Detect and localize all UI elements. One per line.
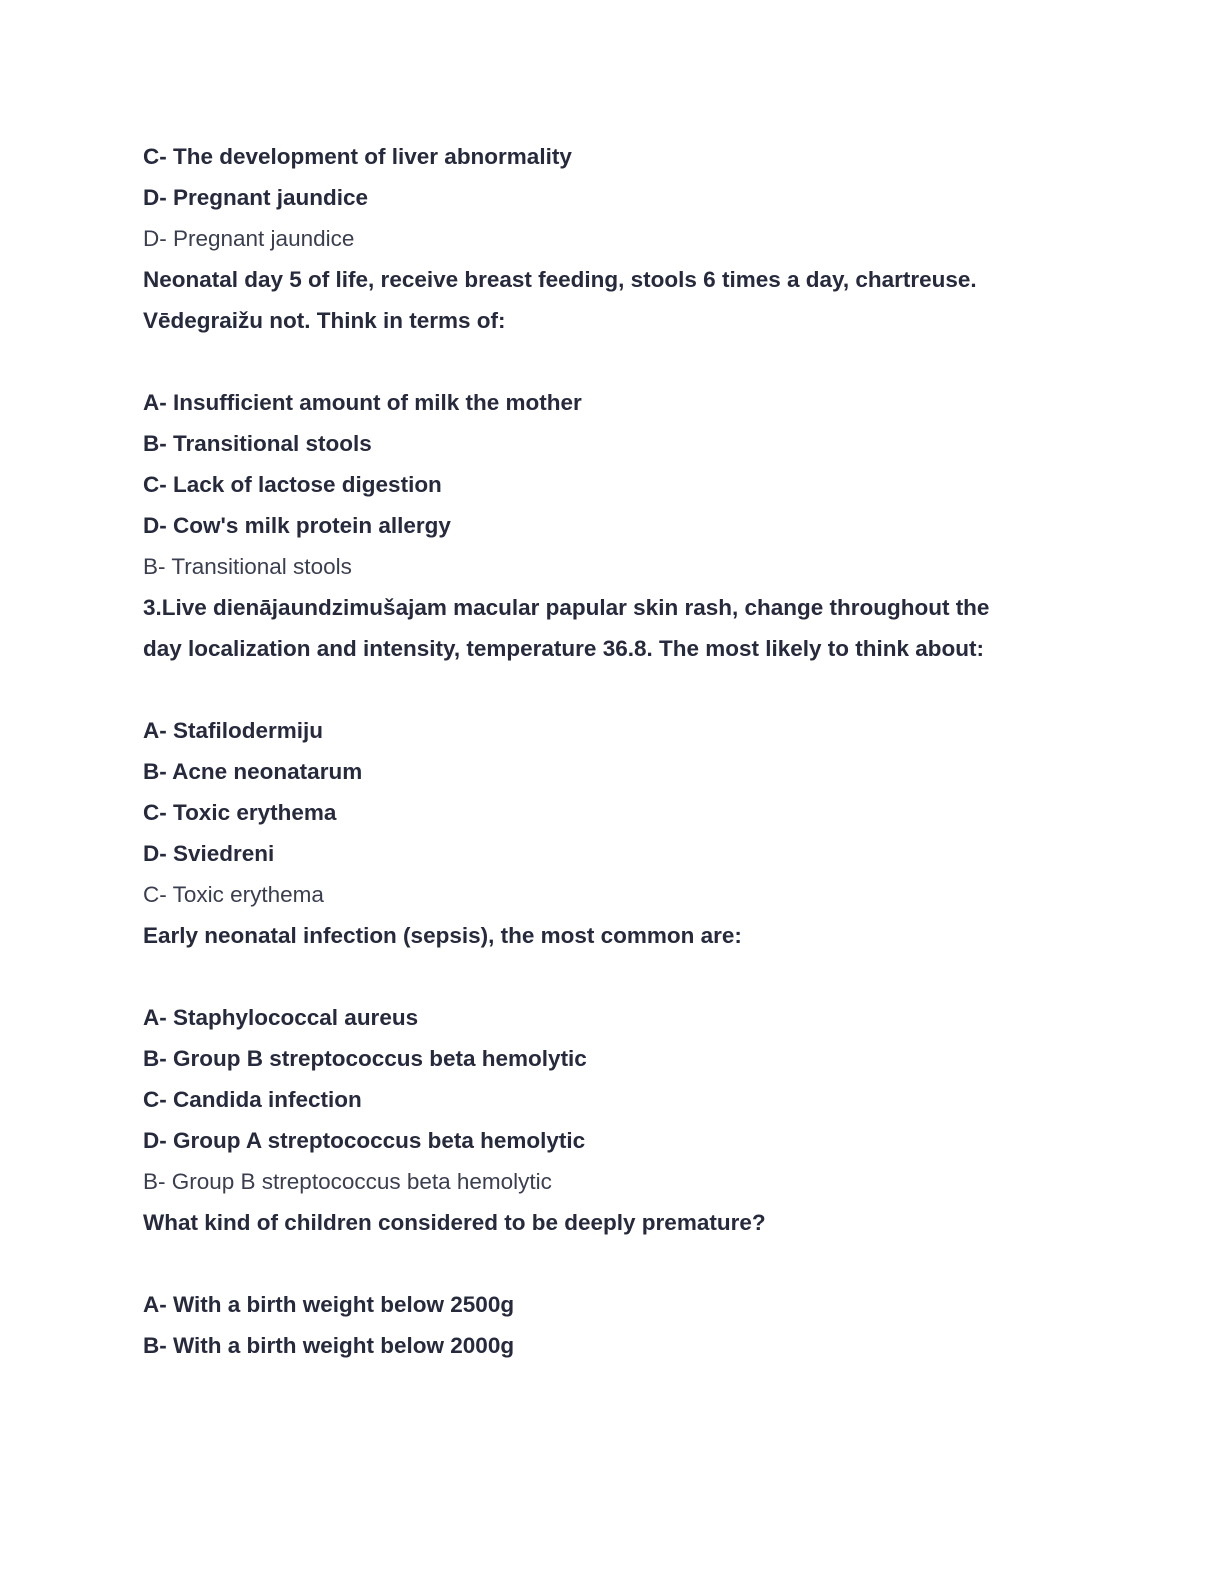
question-line: Vēdegraižu not. Think in terms of: [143, 308, 506, 333]
option-line: A- With a birth weight below 2500g [143, 1292, 515, 1317]
question-line: Early neonatal infection (sepsis), the most common are: [143, 923, 742, 948]
question-line: Neonatal day 5 of life, receive breast feeding, stools 6 times a day, chartreuse. [143, 267, 977, 292]
option-line: A- Stafilodermiju [143, 718, 324, 743]
option-line: D- Pregnant jaundice [143, 185, 369, 210]
answer-line: B- Group B streptococcus beta hemolytic [143, 1169, 552, 1194]
blank-line [143, 669, 1103, 710]
option-line: C- Candida infection [143, 1087, 362, 1112]
question-line: 3.Live dienājaundzimušajam macular papular skin rash, change throughout the [143, 595, 990, 620]
option-line: D- Group A streptococcus beta hemolytic [143, 1128, 586, 1153]
blank-line [143, 956, 1103, 997]
option-line: C- The development of liver abnormality [143, 144, 572, 169]
answer-line: C- Toxic erythema [143, 882, 324, 907]
answer-line: D- Pregnant jaundice [143, 226, 355, 251]
question-line: day localization and intensity, temperature 36.8. The most likely to think about: [143, 636, 985, 661]
blank-line [143, 1243, 1103, 1284]
option-line: A- Insufficient amount of milk the mother [143, 390, 582, 415]
option-line: A- Staphylococcal aureus [143, 1005, 419, 1030]
option-line: C- Lack of lactose digestion [143, 472, 442, 497]
answer-line: B- Transitional stools [143, 554, 352, 579]
option-line: D- Sviedreni [143, 841, 275, 866]
option-line: D- Cow's milk protein allergy [143, 513, 451, 538]
question-line: What kind of children considered to be deeply premature? [143, 1210, 766, 1235]
option-line: B- Group B streptococcus beta hemolytic [143, 1046, 587, 1071]
option-line: B- Transitional stools [143, 431, 372, 456]
blank-line [143, 341, 1103, 382]
option-line: B- With a birth weight below 2000g [143, 1333, 515, 1358]
option-line: C- Toxic erythema [143, 800, 337, 825]
document-body [143, 136, 1103, 1366]
option-line: B- Acne neonatarum [143, 759, 363, 784]
